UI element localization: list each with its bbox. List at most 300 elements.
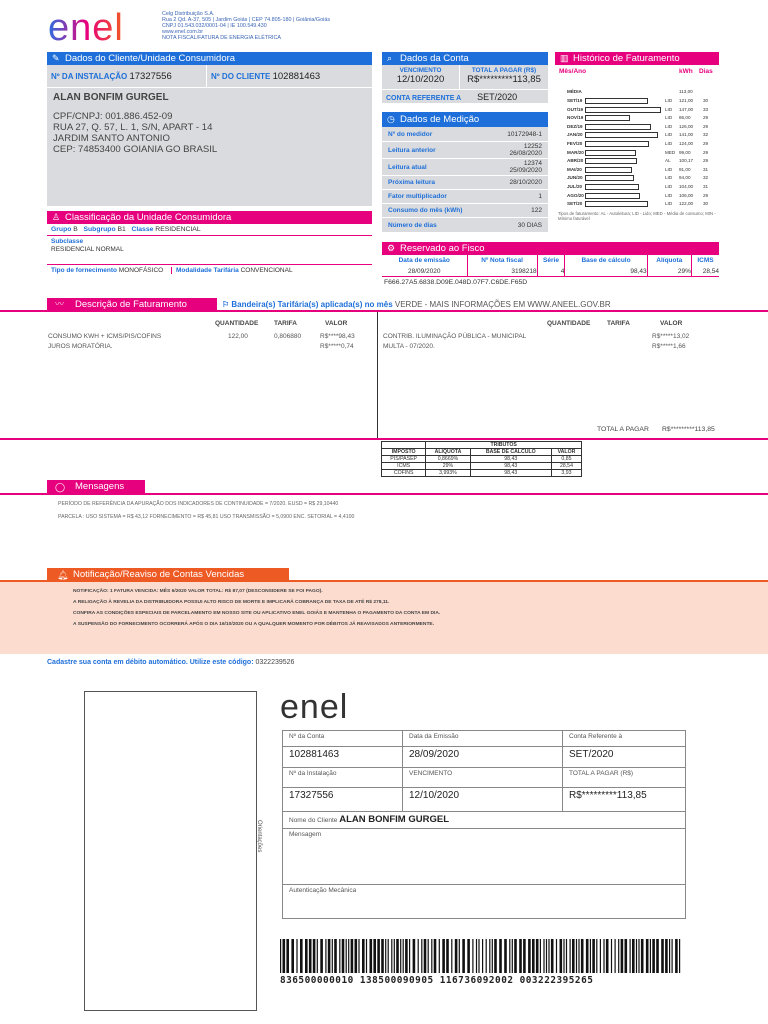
barcode-bar — [548, 939, 549, 973]
company-cnpj: CNPJ 01.543.032/0001-04 | IE 100.549.430 — [162, 23, 267, 29]
stub-inst-value: 17327556 — [283, 788, 403, 812]
barcode-bar — [556, 939, 557, 973]
fisco-cell: 4 — [537, 266, 565, 276]
barcode-bar — [342, 939, 345, 973]
hist-bar — [585, 193, 640, 199]
tributos-cell: COFINS — [382, 470, 426, 477]
hist-dias-value: 33 — [703, 106, 709, 112]
fat-item-valor: R$*****1,66 — [652, 343, 686, 350]
fat-header-tarifa: TARIFA — [274, 320, 297, 327]
barcode-bar — [370, 939, 373, 973]
barcode-bar — [512, 939, 513, 973]
barcode-bar — [418, 939, 419, 973]
vencimento-value: 12/10/2020 — [396, 74, 445, 85]
stub-ref-value: SET/2020 — [563, 747, 686, 768]
hist-month-label: JAN/20 — [567, 132, 583, 138]
barcode-bar — [532, 939, 535, 973]
fisco-table — [382, 255, 719, 276]
notificacao-body — [73, 586, 440, 630]
tributos-cell: 98,43 — [470, 470, 551, 477]
fisco-header-cell: Base de cálculo — [565, 255, 647, 266]
tributos-cell: ICMS — [382, 463, 426, 470]
fisco-title: Reservado ao Fisco — [400, 243, 485, 254]
hist-kwh-value: 91,00 — [679, 166, 691, 172]
medicao-row — [382, 190, 548, 204]
barcode-bar — [459, 939, 460, 973]
fisco-header-cell: Data de emissão — [398, 257, 450, 264]
grupo-value: B — [73, 226, 78, 233]
hist-month-label: ABR/20 — [567, 158, 584, 164]
barcode-bar — [346, 939, 347, 973]
fat-item-desc: MULTA - 07/2020. — [383, 343, 435, 350]
company-site: www.enel.com.br — [162, 29, 204, 35]
classe-value: RESIDENCIAL — [155, 226, 201, 233]
medicao-row — [382, 218, 548, 232]
tributos-header-cell: ALÍQUOTA — [426, 449, 470, 456]
trend-icon: 〰 — [55, 299, 65, 309]
barcode-bar — [519, 939, 522, 973]
barcode-bar — [551, 939, 554, 973]
barcode-bar — [317, 939, 318, 973]
leitura-atual-label: Leitura atual — [388, 163, 427, 171]
barcode-bar — [576, 939, 577, 973]
hist-tipo: LID — [665, 192, 673, 198]
fat-header-qtd: QUANTIDADE — [215, 320, 259, 327]
notificacao-line: NOTIFICAÇÃO: 1 FATURA VENCIDA: MÊS 6/2020 VALOR TOTAL: R$ 87,07 (DESCONSIDERE SE FOI PAGO). — [73, 589, 323, 594]
hist-tipo: AL — [665, 158, 671, 164]
notificacao-line: A RELIGAÇÃO À REVELIA DA DISTRIBUIDORA POSSUI ALTO RISCO DE MORTE E IMPLICARÁ COBRANÇA DE TAXA DE ATÉ R$ 278,11. — [73, 600, 390, 605]
hist-dias-value: 31 — [703, 184, 709, 189]
cliente-title: Dados do Cliente/Unidade Consumidora — [65, 53, 236, 64]
conta-title: Dados da Conta — [400, 53, 469, 64]
historico-col-kwh: kWh — [679, 68, 693, 75]
barcode-bar — [600, 939, 601, 973]
barcode-bar — [523, 939, 526, 973]
medidor-label: Nº do medidor — [388, 131, 433, 138]
hist-tipo: LID — [665, 106, 673, 112]
instalacao-label: Nº DA INSTALAÇÃO — [51, 72, 128, 81]
stub-mensagem-label: Mensagem — [283, 829, 686, 885]
hist-dias-value: 29 — [703, 158, 709, 164]
barcode-bar — [325, 939, 326, 973]
subgrupo-value: B1 — [117, 226, 126, 233]
stub-table — [282, 730, 686, 919]
barcode-bar — [305, 939, 308, 973]
tributos-header-cell: VALOR — [551, 449, 581, 456]
hist-tipo: LID — [665, 98, 673, 103]
fisco-header-cell: Nº Nota fiscal — [467, 255, 537, 266]
bell-icon: 🔔︎ — [57, 570, 69, 580]
faturamento-title: Descrição de Faturamento — [75, 299, 187, 310]
barcode-bar — [590, 939, 591, 973]
notificacao-line: A SUSPENSÃO DO FORNECIMENTO OCORRERÁ APÓS O DIA 16/10/2020 OU A QUALQUER MOMENTO POR DÉBITOS JÁ REAVISADOS ANTERIORMENTE. — [73, 622, 435, 627]
classificacao-section — [47, 211, 372, 276]
barcode-bar — [650, 939, 651, 973]
chat-icon: ◯ — [55, 482, 66, 492]
hist-kwh-value: 126,00 — [679, 123, 694, 129]
barcode-bar — [385, 939, 386, 973]
barcode — [280, 939, 684, 973]
barcode-bar — [309, 939, 312, 973]
cliente-nome: ALAN BONFIM GURGEL — [53, 92, 169, 103]
barcode-bar — [434, 939, 437, 973]
hist-tipo: LID — [665, 201, 673, 207]
barcode-bar — [489, 939, 490, 973]
barcode-bar — [560, 939, 563, 973]
hist-kwh-value: 94,00 — [679, 175, 691, 181]
dias-value: 30 DIAS — [517, 221, 542, 229]
debito-code: 0322239526 — [255, 659, 295, 666]
hist-tipo: LID — [665, 175, 673, 181]
stub-autenticacao-label: Autenticação Mecânica — [283, 885, 686, 919]
barcode-bar — [652, 939, 655, 973]
medidor-value: 10172948-1 — [507, 131, 542, 138]
clock-icon: ◷ — [387, 114, 395, 124]
fat-left-valores — [320, 332, 355, 352]
pencil-icon: ✎ — [52, 53, 60, 63]
historico-header — [555, 52, 719, 65]
fat-item-valor: R$*****0,74 — [320, 343, 354, 350]
gear-icon: ⚙ — [387, 243, 396, 253]
consumo-value: 122 — [531, 207, 542, 214]
modalidade-label: Modalidade Tarifária — [171, 267, 239, 274]
hist-dias-value: 29 — [703, 123, 709, 129]
fisco-hash: F666.27A5.6838.D09E.048D.07F7.C6DE.F65D — [382, 276, 719, 287]
historico-section — [555, 52, 719, 236]
subclasse-value: RESIDENCIAL NORMAL — [51, 246, 124, 253]
barcode-bar — [413, 939, 416, 973]
fat-item-desc: CONSUMO KWH + ICMS/PIS/COFINS — [48, 333, 162, 340]
barcode-bar — [283, 939, 286, 973]
bandeira-label: Bandeira(s) Tarifária(s) aplicada(s) no mês — [231, 300, 393, 309]
barcode-bar — [405, 939, 408, 973]
barcode-bar — [669, 939, 670, 973]
hist-month-label: OUT/19 — [567, 106, 584, 112]
barcode-bar — [431, 939, 432, 973]
barcode-bar — [636, 939, 637, 973]
hist-dias-value: 29 — [703, 115, 709, 121]
historico-col-mes: Mês/Ano — [559, 68, 587, 75]
barcode-bar — [472, 939, 473, 973]
stub-total-label: TOTAL A PAGAR (R$) — [563, 768, 686, 788]
hist-dias-value: 32 — [703, 175, 709, 181]
mensagens-body — [58, 498, 354, 524]
tributos-cell: 0,8669% — [426, 456, 470, 463]
fat-item-valor: R$*****13,02 — [652, 333, 690, 340]
tributos-cell: PIS/PASEP — [382, 456, 426, 463]
stub-nome-value: ALAN BONFIM GURGEL — [339, 814, 450, 825]
tributos-cell: 98,43 — [470, 463, 551, 470]
media-label: MÉDIA — [567, 89, 582, 94]
fat-header-valor-right: VALOR — [660, 320, 683, 327]
barcode-bar — [656, 939, 659, 973]
barcode-bar — [351, 939, 354, 973]
stub-logo: enel — [280, 688, 349, 726]
fat-item-desc: JUROS MORATÓRIA. — [48, 343, 113, 350]
barcode-bar — [421, 939, 422, 973]
barcode-bar — [446, 939, 449, 973]
mensagens-title: Mensagens — [75, 481, 125, 492]
doc-type: NOTA FISCAL/FATURA DE ENERGIA ELÉTRICA — [162, 35, 282, 41]
barcode-bar — [280, 939, 281, 973]
notificacao-line: CONFIRA AS CONDIÇÕES ESPECIAIS DE PARCELAMENTO EM NOSSO SITE OU APLICATIVO ENEL GOIÁS E MANTENHA O PAGAMENTO DA CONTA EM DIA. — [73, 611, 441, 616]
orientacoes-label: Orientações — [256, 820, 262, 853]
cliente-endereco: RUA 27, Q. 57, L. 1, S/N, APART - 14 — [53, 122, 213, 133]
fat-left-desc — [48, 332, 161, 352]
barcode-bar — [621, 939, 624, 973]
consumo-label: Consumo do mês (kWh) — [388, 207, 463, 214]
leitura-atual-value: 12374 — [523, 160, 542, 167]
barcode-bar — [536, 939, 539, 973]
cliente-bairro: JARDIM SANTO ANTONIO — [53, 133, 170, 144]
barcode-bar — [442, 939, 445, 973]
subclasse-label: Subclasse — [51, 238, 84, 245]
classificacao-title: Classificação da Unidade Consumidora — [65, 212, 232, 223]
cliente-cpf: CPF/CNPJ: 001.886.452-09 — [53, 111, 173, 122]
bandeira — [222, 300, 611, 309]
hist-tipo: MED — [665, 149, 676, 155]
tributos-header-cell: BASE DE CÁLCULO — [470, 449, 551, 456]
barcode-bar — [391, 939, 392, 973]
barcode-bar — [403, 939, 404, 973]
fisco-section — [382, 242, 719, 287]
leitura-anterior-date: 26/08/2020 — [509, 150, 542, 157]
fisco-header — [382, 242, 719, 255]
stub-emissao-value: 28/09/2020 — [403, 747, 563, 768]
hist-bar — [585, 141, 649, 147]
debito-automatico — [47, 659, 294, 666]
historico-title: Histórico de Faturamento — [573, 53, 680, 64]
proxima-leitura-label: Próxima leitura — [388, 179, 435, 186]
tributos-cell: 3,93 — [551, 470, 581, 477]
barcode-bar — [492, 939, 493, 973]
medicao-header — [382, 112, 548, 127]
cliente-label: Nº DO CLIENTE — [211, 72, 271, 81]
hist-bar — [585, 184, 639, 190]
barcode-bar — [328, 939, 331, 973]
hist-month-label: AGO/20 — [567, 192, 584, 198]
hist-bar — [585, 115, 630, 121]
hist-month-label: JUN/20 — [567, 175, 583, 181]
notificacao-title: Notificação/Reaviso de Contas Vencidas — [73, 569, 245, 580]
hist-dias-value: 30 — [703, 201, 709, 207]
barcode-bar — [355, 939, 358, 973]
hist-month-label: JUL/20 — [567, 184, 583, 189]
hist-kwh-value: 99,00 — [679, 149, 691, 155]
barcode-bar — [615, 939, 616, 973]
barcode-bar — [606, 939, 609, 973]
hist-tipo: LID — [665, 166, 673, 172]
historico-chart — [555, 89, 719, 214]
tributos-title: TRIBUTOS — [426, 442, 582, 449]
mensagem-line: PERÍODO DE REFERÊNCIA DA APURAÇÃO DOS INDICADORES DE CONTINUIDADE = 7/2020. EUSD = R$ 29,10440 — [58, 501, 339, 507]
fat-right-desc — [383, 332, 526, 352]
cliente-cep: CEP: 74853400 GOIANIA GO BRASIL — [53, 144, 218, 155]
hist-kwh-value: 100,17 — [679, 158, 694, 164]
hist-month-label: FEV/20 — [567, 141, 583, 146]
fisco-header-cell: ICMS — [691, 255, 719, 266]
barcode-bar — [596, 939, 597, 973]
stub-venc-label: VENCIMENTO — [403, 768, 563, 788]
leitura-anterior-value: 12252 — [523, 143, 542, 150]
barcode-bar — [332, 939, 333, 973]
modalidade-value: CONVENCIONAL — [240, 267, 293, 274]
hist-dias-value: 29 — [703, 192, 709, 198]
barcode-bar — [439, 939, 440, 973]
historico-col-dias: Dias — [699, 68, 713, 75]
fornecimento-value: MONOFÁSICO — [118, 267, 164, 274]
tributos-cell: 28,54 — [551, 463, 581, 470]
fat-header-qtd-right: QUANTIDADE — [547, 320, 591, 327]
fisco-cell: 3198218 — [467, 266, 537, 276]
stub-nome-label: Nome do Cliente — [289, 817, 338, 824]
medicao-row — [382, 204, 548, 218]
instalacao-value: 17327556 — [129, 71, 172, 82]
barcode-bar — [546, 939, 547, 973]
barcode-bar — [358, 939, 359, 973]
barcode-bar — [675, 939, 678, 973]
barcode-bar — [394, 939, 395, 973]
fator-value: 1 — [538, 193, 542, 200]
barcode-bar — [672, 939, 673, 973]
barcode-bar — [400, 939, 401, 973]
barcode-bar — [603, 939, 604, 973]
barcode-bar — [291, 939, 294, 973]
barcode-bar — [632, 939, 635, 973]
barcode-bar — [661, 939, 664, 973]
tributos-cell: 3,993% — [426, 470, 470, 477]
stub-venc-value: 12/10/2020 — [403, 788, 563, 812]
barcode-digits: 836500000010 138500090905 116736092002 003222395265 — [280, 975, 594, 986]
stub-inst-label: Nº da Instalação — [283, 768, 403, 788]
tributos-cell: 0,85 — [551, 456, 581, 463]
fisco-header-cell: Alíquota — [647, 255, 691, 266]
barcode-bar — [409, 939, 410, 973]
stub-total-value: R$*********113,85 — [563, 788, 686, 812]
vencimento-label: VENCIMENTO — [399, 67, 442, 74]
stub-ref-label: Conta Referente à — [563, 731, 686, 747]
leitura-anterior-label: Leitura anterior — [388, 146, 436, 154]
barcode-bar — [665, 939, 668, 973]
hist-dias-value: 32 — [703, 132, 709, 138]
barcode-bar — [366, 939, 367, 973]
company-address: Rua 2 Qd. A-37, 505 | Jardim Goiás | CEP 74.805-180 | Goiânia/Goiás — [162, 17, 331, 23]
hist-bar — [585, 150, 636, 156]
hist-kwh-value: 104,00 — [679, 184, 694, 189]
barcode-bar — [451, 939, 452, 973]
mensagem-line: PARCELA : USO SISTEMA = R$ 43,12 FORNECIMENTO = R$ 45,81 USO TRANSMISSÃO = 5,0900 ENC. SETORIAL = 4,4100 — [58, 514, 355, 520]
classe-label: Classe — [131, 226, 154, 233]
cliente-header — [47, 52, 372, 65]
barcode-bar — [572, 939, 575, 973]
barcode-bar — [388, 939, 389, 973]
fat-item-desc: CONTRIB. ILUMINAÇÃO PÚBLICA - MUNICIPAL — [383, 333, 527, 340]
media-row — [555, 89, 715, 97]
medicao-row — [382, 142, 548, 159]
barcode-bar — [286, 939, 289, 973]
stub-left-box — [84, 691, 257, 1011]
barcode-bar — [462, 939, 465, 973]
fat-total-value: R$*********113,85 — [662, 426, 715, 433]
company-info — [162, 11, 330, 41]
hist-kwh-value: 124,00 — [679, 141, 694, 146]
fat-item-qtd: 122,00 — [228, 333, 248, 340]
total-value: R$*********113,85 — [467, 74, 541, 85]
barcode-bar — [499, 939, 502, 973]
fat-total-label: TOTAL A PAGAR — [597, 426, 649, 433]
fisco-cell: 98,43 — [565, 266, 647, 276]
hist-tipo: LID — [665, 141, 673, 146]
barcode-bar — [467, 939, 470, 973]
cliente-section — [47, 52, 372, 206]
fator-label: Fator multiplicador — [388, 193, 447, 200]
hist-month-label: SET/19 — [567, 98, 583, 103]
bandeira-value: VERDE - MAIS INFORMAÇÕES EM WWW.ANEEL.GOV.BR — [394, 300, 611, 309]
barcode-bar — [455, 939, 458, 973]
stub-emissao-label: Data da Emissão — [403, 731, 563, 747]
medicao-row — [382, 176, 548, 190]
hist-bar — [585, 201, 648, 207]
hist-month-label: SET/20 — [567, 201, 583, 207]
hist-kwh-value: 122,00 — [679, 201, 694, 207]
fat-item-tarifa: 0,806880 — [274, 333, 302, 340]
search-icon: ⌕ — [387, 53, 393, 63]
barcode-bar — [476, 939, 477, 973]
medicao-section — [382, 112, 548, 232]
hist-kwh-value: 141,00 — [679, 132, 694, 138]
barcode-bar — [563, 939, 564, 973]
barcode-bar — [581, 939, 584, 973]
hist-dias-value: 31 — [703, 166, 709, 172]
hist-bar — [585, 175, 634, 181]
barcode-bar — [348, 939, 349, 973]
hist-tipo: LID — [665, 184, 673, 189]
bar-chart-icon: ▥ — [560, 53, 569, 63]
media-value: 113,00 — [679, 89, 693, 94]
hist-month-label: MAI/20 — [567, 166, 582, 172]
flag-icon: ⚐ — [222, 300, 230, 309]
faturamento-header — [47, 298, 217, 311]
barcode-bar — [494, 939, 497, 973]
barcode-bar — [362, 939, 365, 973]
subgrupo-label: Subgrupo — [83, 226, 116, 233]
hist-month-label: NOV/19 — [567, 115, 584, 121]
barcode-bar — [641, 939, 644, 973]
barcode-bar — [679, 939, 680, 973]
debito-label: Cadastre sua conta em débito automático. Utilize este código: — [47, 659, 254, 666]
barcode-bar — [566, 939, 567, 973]
hist-bar — [585, 158, 637, 164]
tributos-header-cell: IMPOSTO — [382, 449, 426, 456]
grupo-label: Grupo — [51, 226, 72, 233]
medicao-row — [382, 159, 548, 176]
leitura-atual-date: 25/09/2020 — [509, 167, 542, 174]
barcode-bar — [570, 939, 571, 973]
hist-bar — [585, 124, 651, 130]
notificacao-header — [47, 568, 289, 582]
fat-right-valores — [652, 332, 689, 352]
barcode-bar — [300, 939, 303, 973]
hist-tipo: LID — [665, 132, 673, 138]
cliente-value: 102881463 — [272, 71, 321, 82]
hist-month-label: MAR/20 — [567, 149, 584, 155]
barcode-bar — [528, 939, 531, 973]
barcode-bar — [618, 939, 619, 973]
barcode-bar — [482, 939, 483, 973]
fisco-cell: 28,54 — [691, 266, 719, 276]
hist-tipo: LID — [665, 115, 673, 121]
fat-header-tarifa-right: TARIFA — [607, 320, 630, 327]
